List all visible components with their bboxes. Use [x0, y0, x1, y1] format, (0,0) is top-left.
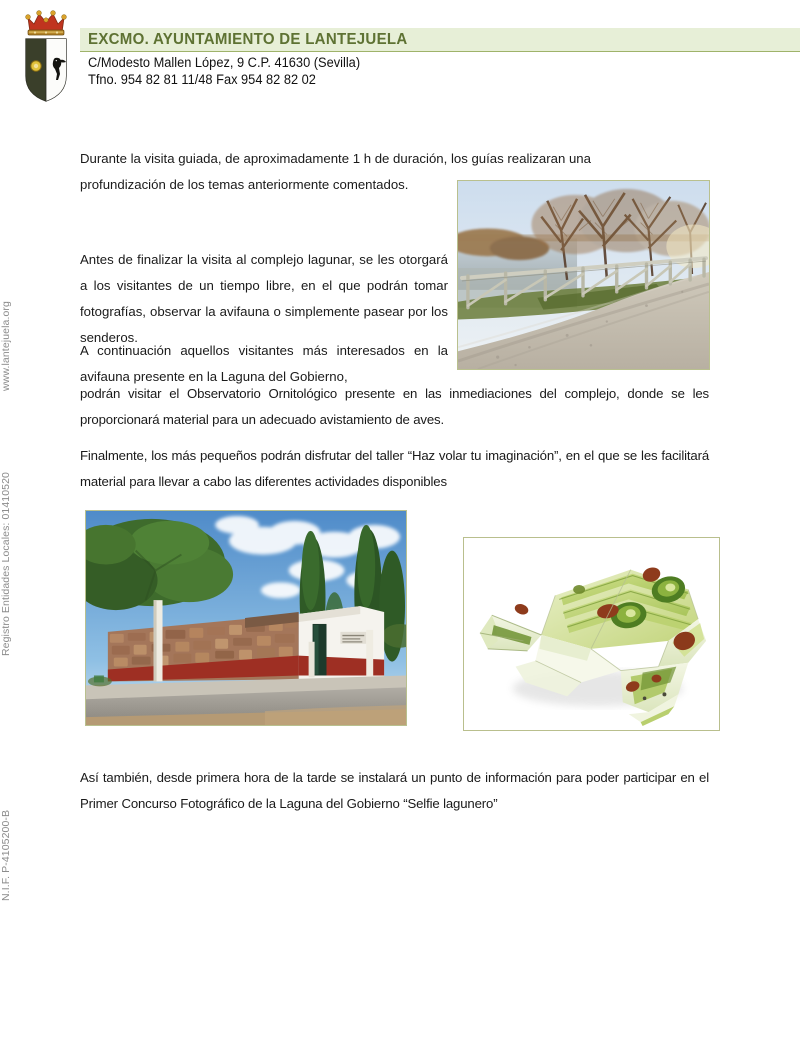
paragraph-4: Finalmente, los más pequeños podrán disfrutar del taller “Haz volar tu imaginación”, en el que se les facilitará material para llevar a cabo las diferentes actividades disponibles [80, 448, 709, 489]
sidebar-nif [0, 810, 12, 905]
sidebar-registry-label: Registro Entidades Locales: 01410520 [0, 472, 12, 656]
paragraph-3-narrow: A continuación aquellos visitantes más interesados en la avifauna presente en la Laguna del Gobierno, [80, 343, 448, 384]
sidebar-website-label: www.lantejuela.org [0, 301, 12, 391]
letterhead [0, 0, 800, 118]
header-phone: Tfno. 954 82 81 11/48 Fax 954 82 82 02 [88, 72, 316, 87]
sidebar-website [0, 301, 12, 395]
coat-of-arms-icon [16, 6, 76, 104]
sidebar-nif-label: N.I.F. P-4105200-B [0, 809, 12, 901]
origami-frog-photo [463, 537, 720, 731]
header-divider [80, 51, 800, 52]
sidebar-registry [0, 472, 12, 660]
paragraph-3-wide: podrán visitar el Observatorio Ornitológico presente en las inmediaciones del complejo, donde se les proporcionará material para un adecuado avistamiento de aves. [80, 386, 709, 427]
page-title: EXCMO. AYUNTAMIENTO DE LANTEJUELA [88, 31, 408, 48]
paragraph-5: Así también, desde primera hora de la tarde se instalará un punto de información para poder participar en el Primer Concurso Fotográfico de la Laguna del Gobierno “Selfie lagunero” [80, 770, 709, 811]
paragraph-1-line-1: Durante la visita guiada, de aproximadamente 1 h de duración, los guías realizaran una [80, 151, 591, 166]
visitor-center-photo [85, 510, 407, 726]
paragraph-2: Antes de finalizar la visita al complejo lagunar, se les otorgará a los visitantes de un tiempo libre, en el que podrán tomar fotografías, observar la avifauna o simplemente pasear por los senderos. [80, 252, 448, 345]
paragraph-1-runover: profundización de los temas anteriormente comentados. [80, 177, 409, 192]
header-address: C/Modesto Mallen López, 9 C.P. 41630 (Sevilla) [88, 55, 361, 70]
lagoon-path-photo [457, 180, 710, 370]
